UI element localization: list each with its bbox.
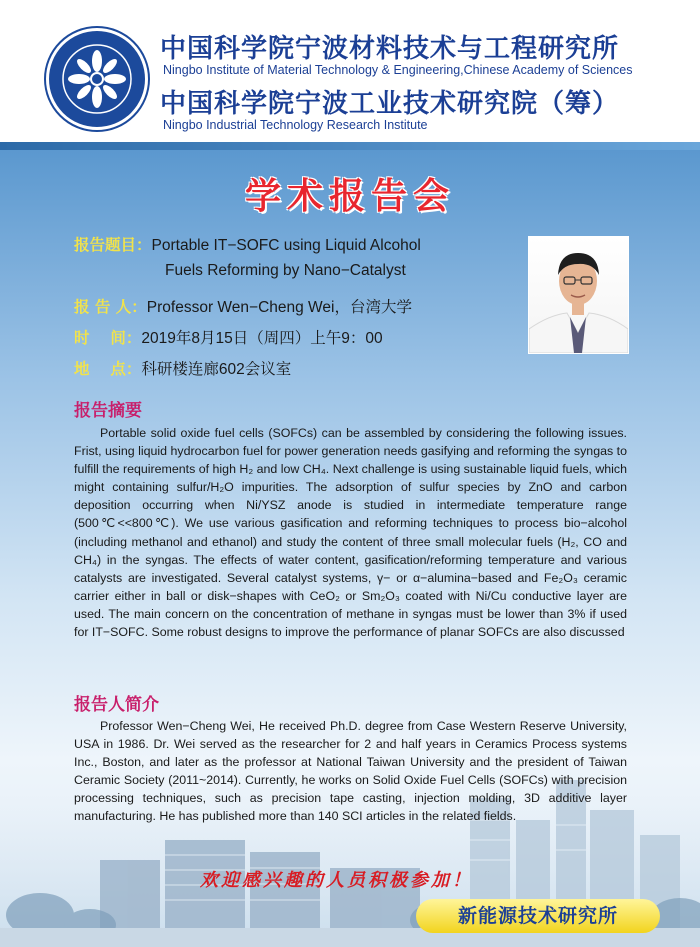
place-value: 科研楼连廊602会议室 — [141, 361, 292, 378]
abstract-text: Portable solid oxide fuel cells (SOFCs) can be assembled by considering the following issues. Frist, using liquid hydrocarbon fuel for power generation needs gasifying and reforming the syngas to fulfill the requirements of high H₂ and low CH₄. Next challenge is using sustainable liquid fuels, which might containing sulfur/H₂O impurities. The adsorption of sulfur species by ZnO and carbon deposition occurring when Ni/YSZ anode is studied in intermediate temperature range (500℃<<800℃). We use various gasification and reforming techniques to process bio−alcohol (including methanol and ethanol) and study the content of three small molecular fuels (H₂, CO and CH₄) in the syngas. The effects of water content, gasification/reforming temperature and various catalysts are investigated. Several catalyst systems, γ− or α−alumina−based and Fe₂O₃ ceramic carrier either in ball or disk−shapes with CeO₂ or Sm₂O₃ coated with Ni/Cu conductive layer are used. The main concern on the concentration of methane in syngas must be lower than 3% if used for IT−SOFC. Some robust designs to improve the performance of planar SOFCs are also discussed — [74, 426, 627, 640]
time-row — [74, 326, 383, 348]
department-badge: 新能源技术研究所 — [416, 899, 660, 933]
bio-heading: 报告人简介 — [74, 695, 159, 715]
speaker-value: Professor Wen−Cheng Wei，台湾大学 — [146, 299, 412, 316]
header-divider — [0, 142, 700, 150]
header-banner — [0, 0, 700, 150]
speaker-photo — [528, 236, 629, 354]
welcome-message: 欢迎感兴趣的人员积极参加！ — [200, 870, 473, 891]
poster-title: 学术报告会 — [244, 175, 455, 217]
topic-row — [74, 233, 421, 255]
institute-name-cn: 中国科学院宁波材料技术与工程研究所 — [160, 34, 620, 64]
time-label: 时 间： — [74, 329, 142, 347]
institute-name-en: Ningbo Institute of Material Technology & Engineering,Chinese Academy of Sciences — [163, 63, 633, 77]
topic-line2: Fuels Reforming by Nano−Catalyst — [165, 262, 406, 279]
speaker-row — [74, 295, 412, 317]
place-row — [74, 357, 291, 379]
speaker-label: 报 告 人： — [74, 298, 147, 316]
topic-line1: Portable IT−SOFC using Liquid Alcohol — [151, 237, 421, 254]
cas-logo-icon — [46, 28, 148, 130]
institute2-name-en: Ningbo Industrial Technology Research Institute — [163, 118, 428, 132]
institute2-name-cn: 中国科学院宁波工业技术研究院（筹） — [160, 89, 620, 119]
topic-label: 报告题目： — [74, 236, 152, 254]
abstract-heading: 报告摘要 — [74, 401, 142, 421]
place-label: 地 点： — [74, 360, 142, 378]
bio-text: Professor Wen−Cheng Wei, He received Ph.D. degree from Case Western Reserve University, USA in 1986. Dr. Wei served as the researcher for 2 and half years in Ceramics Process systems Inc., Boston, and later as the professor at National Taiwan University and the president of Taiwan Ceramic Society (2011~2014). Currently, he works on Solid Oxide Fuel Cells (SOFCs) with precision processing techniques, such as precision tape casting, injection molding, 3D additive layer manufacturing. He has published more than 140 SCI articles in the related fields. — [74, 719, 627, 824]
time-value: 2019年8月15日（周四）上午9：00 — [141, 330, 383, 347]
topic-row-2 — [165, 262, 406, 280]
